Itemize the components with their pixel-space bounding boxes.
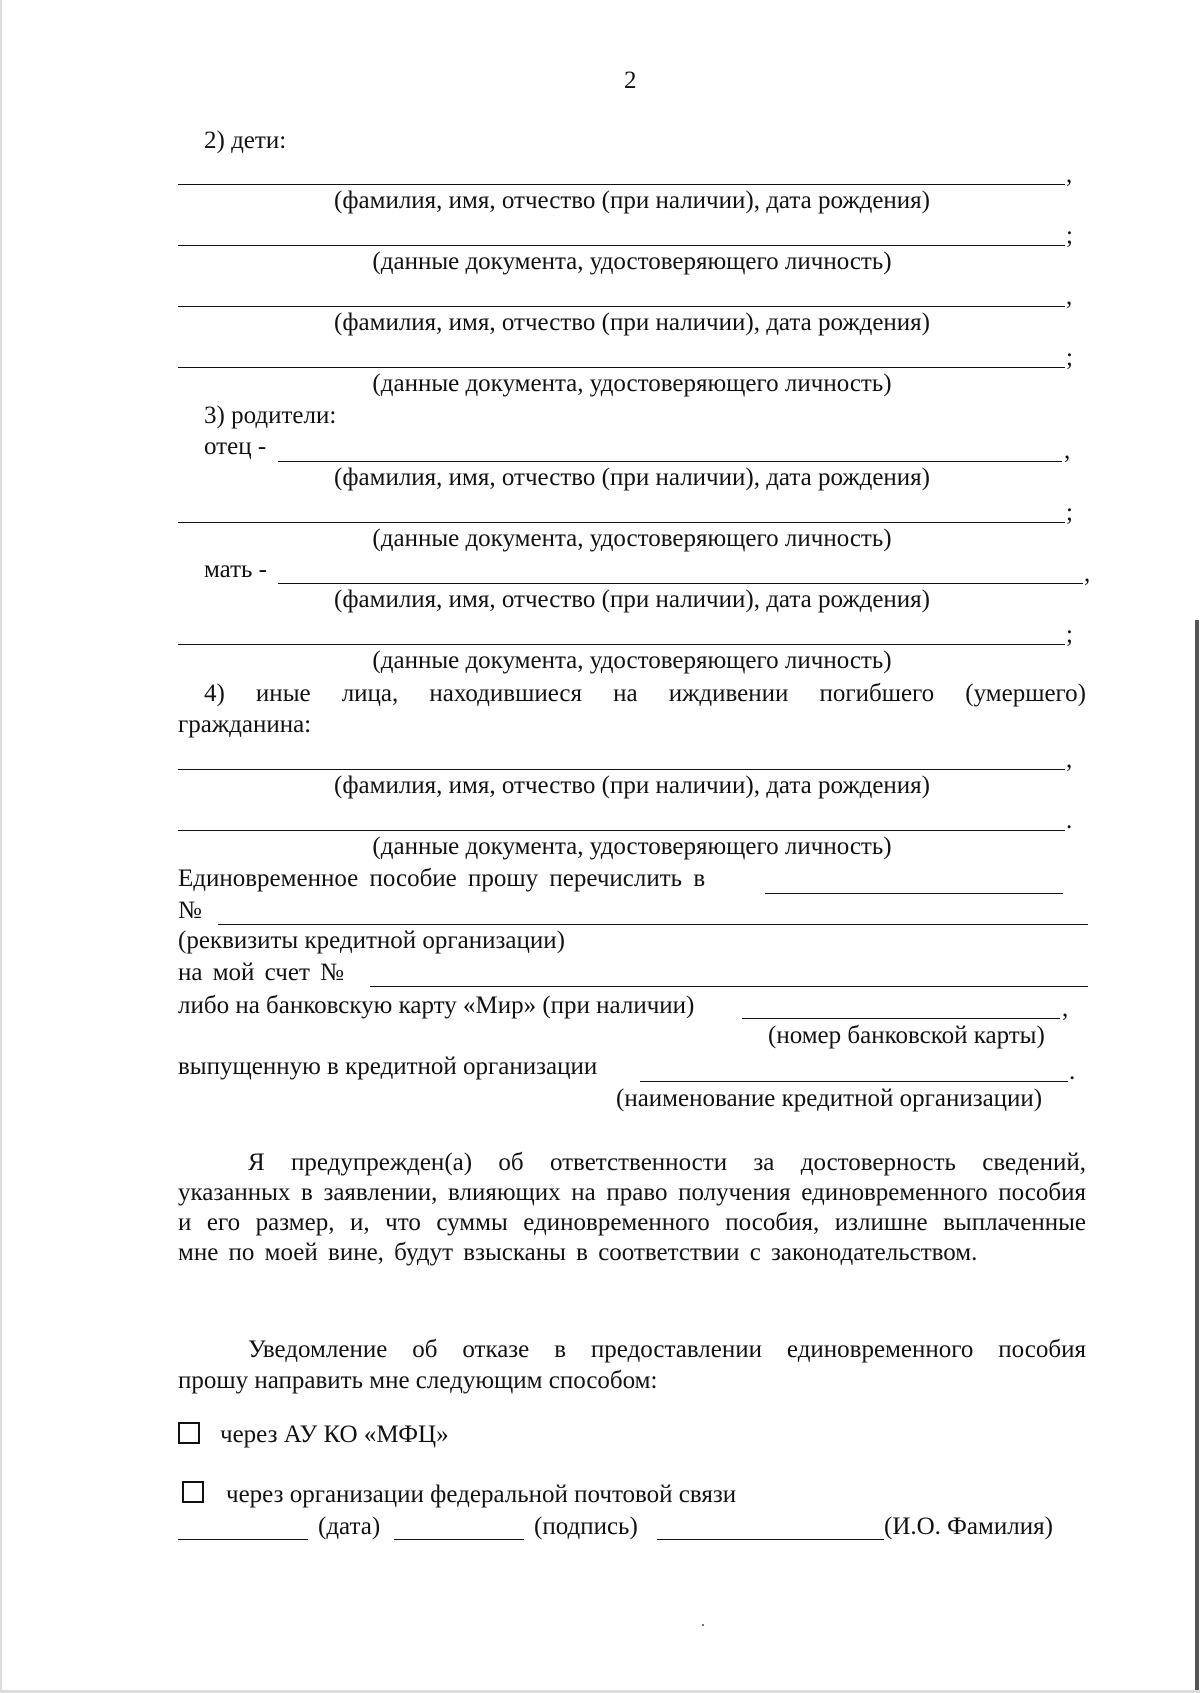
others-heading: 4) иные лица, находившиеся на иждивении погибшего (умершего): [204, 680, 1086, 707]
fio-hint: (фамилия, имя, отчество (при наличии), дата рождения): [334, 772, 930, 799]
child1-fio-field[interactable]: [178, 184, 1065, 185]
child1-document-field[interactable]: [178, 245, 1065, 246]
period: .: [1066, 807, 1073, 834]
name-label: (И.О. Фамилия): [884, 1513, 1053, 1540]
notification-text: Уведомление об отказе в предоставлении единовременного пособия: [248, 1336, 1086, 1363]
mfc-option-label: через АУ КО «МФЦ»: [220, 1421, 449, 1448]
number-sign: №: [178, 897, 202, 924]
document-hint: (данные документа, удостоверяющего личность): [372, 248, 892, 275]
fio-hint: (фамилия, имя, отчество (при наличии), дата рождения): [334, 586, 930, 613]
document-hint: (данные документа, удостоверяющего личность): [372, 833, 892, 860]
fio-hint: (фамилия, имя, отчество (при наличии), дата рождения): [334, 309, 930, 336]
bank-name-field[interactable]: [640, 1081, 1068, 1082]
mfc-checkbox[interactable]: [178, 1422, 200, 1444]
fio-hint: (фамилия, имя, отчество (при наличии), дата рождения): [334, 464, 930, 491]
bank-name-hint: (наименование кредитной организации): [616, 1085, 1043, 1112]
mother-document-field[interactable]: [178, 644, 1065, 645]
scan-speck: [702, 1624, 704, 1626]
comma: ,: [1084, 560, 1091, 587]
semicolon: ;: [1066, 499, 1073, 526]
semicolon: ;: [1066, 344, 1073, 371]
page-number: 2: [624, 67, 637, 94]
mother-fio-field[interactable]: [278, 583, 1083, 584]
card-number-field[interactable]: [742, 1018, 1060, 1019]
comma: ,: [1062, 995, 1069, 1022]
document-hint: (данные документа, удостоверяющего личность): [372, 647, 892, 674]
bank-details-field[interactable]: [218, 924, 1088, 925]
father-document-field[interactable]: [178, 522, 1065, 523]
card-hint: (номер банковской карты): [768, 1022, 1045, 1049]
comma: ,: [1066, 161, 1073, 188]
signature-field[interactable]: [394, 1539, 524, 1540]
card-label: либо на банковскую карту «Мир» (при наличии): [178, 992, 695, 1019]
comma: ,: [1064, 437, 1071, 464]
signature-label: (подпись): [534, 1513, 638, 1540]
bank-field[interactable]: [765, 893, 1063, 894]
parents-heading: 3) родители:: [204, 402, 337, 429]
post-option-label: через организации федеральной почтовой связи: [226, 1481, 737, 1508]
others-heading-cont: гражданина:: [178, 711, 312, 738]
date-field[interactable]: [178, 1539, 308, 1540]
children-heading: 2) дети:: [204, 127, 287, 154]
date-label: (дата): [318, 1513, 381, 1540]
transfer-label: Единовременное пособие прошу перечислить в: [178, 865, 706, 892]
fio-hint: (фамилия, имя, отчество (при наличии), дата рождения): [334, 187, 930, 214]
post-checkbox[interactable]: [182, 1481, 204, 1503]
semicolon: ;: [1066, 621, 1073, 648]
comma: ,: [1066, 746, 1073, 773]
liability-warning: Я предупрежден(а) об ответственности за достоверность сведений, указанных в заявлении, влияющих на право получения единовременного пособия и его размер, и, что суммы единовременного пособия, излишне выплаченные мне по моей вине, будут взысканы в соответствии с законодательством.: [178, 1149, 1086, 1266]
child2-document-field[interactable]: [178, 367, 1065, 368]
account-field[interactable]: [370, 986, 1088, 987]
child2-fio-field[interactable]: [178, 306, 1065, 307]
father-fio-field[interactable]: [278, 461, 1062, 462]
period: .: [1069, 1058, 1076, 1085]
account-label: на мой счет №: [178, 959, 344, 986]
comma: ,: [1066, 283, 1073, 310]
semicolon: ;: [1066, 222, 1073, 249]
document-hint: (данные документа, удостоверяющего личность): [372, 525, 892, 552]
mother-label: мать -: [204, 556, 268, 583]
other-document-field[interactable]: [178, 830, 1065, 831]
bank-details-hint: (реквизиты кредитной организации): [178, 927, 565, 954]
notification-text-cont: прошу направить мне следующим способом:: [178, 1367, 658, 1394]
document-hint: (данные документа, удостоверяющего личность): [372, 370, 892, 397]
other-fio-field[interactable]: [178, 769, 1065, 770]
father-label: отец -: [204, 433, 267, 460]
issued-label: выпущенную в кредитной организации: [178, 1053, 598, 1080]
name-field[interactable]: [657, 1539, 884, 1540]
